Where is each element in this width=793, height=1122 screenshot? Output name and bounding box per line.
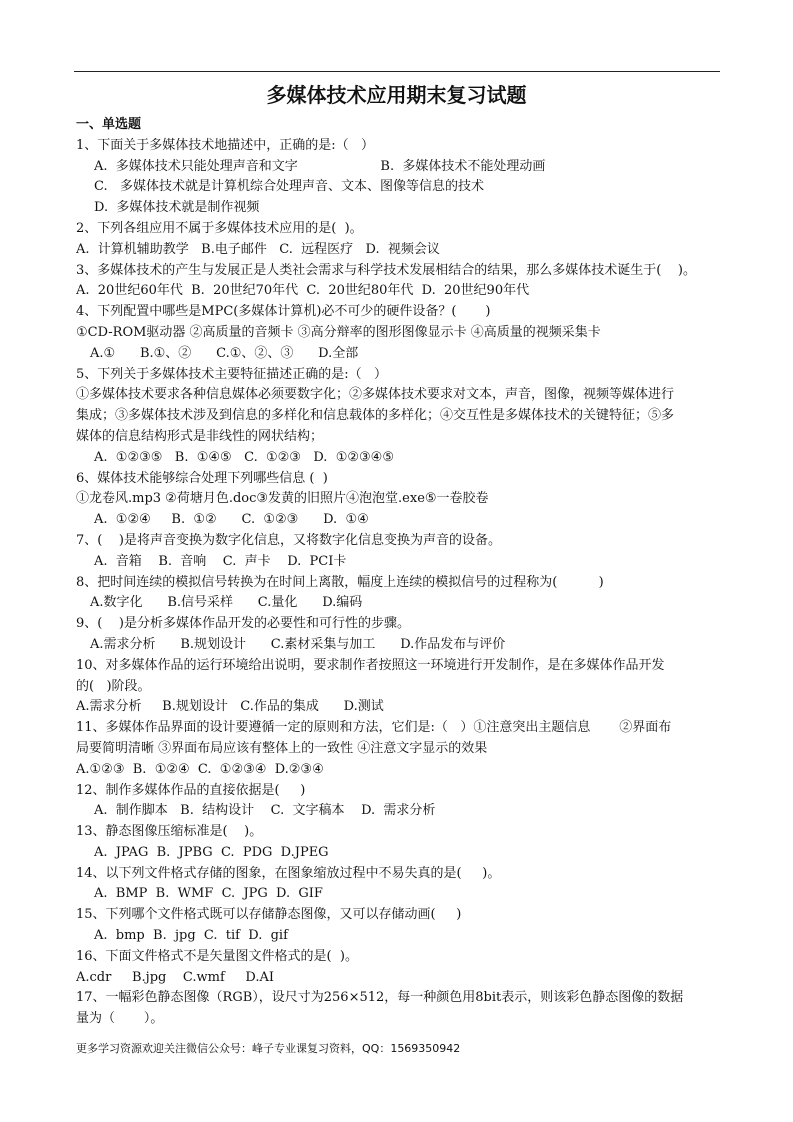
question-5-items-3: 媒体的信息结构形式是非线性的网状结构；	[76, 428, 324, 444]
question-1: 1、下面关于多媒体技术地描述中，正确的是:（ ）	[76, 137, 375, 153]
question-17-cont: 量为（ ）。	[76, 1011, 164, 1027]
question-5: 5、下列关于多媒体技术主要特征描述正确的是:（ ）	[76, 366, 388, 382]
question-5-items-2: 集成；③多媒体技术涉及到信息的多样化和信息载体的多样化；④交互性是多媒体技术的关键特征；⑤多	[76, 408, 675, 424]
question-10-options: A.需求分析 B.规划设计 C.作品的集成 D.测试	[76, 699, 384, 715]
question-15: 15、下列哪个文件格式既可以存储静态图像，又可以存储动画( )	[76, 907, 462, 923]
question-list	[76, 115, 724, 1030]
question-1-option-d: D. 多媒体技术就是制作视频	[94, 200, 260, 216]
question-5-options: A. ①②③⑤ B. ①④⑤ C. ①②③ D. ①②③④⑤	[94, 449, 394, 465]
header-rule	[74, 71, 720, 72]
question-1-option-c: C. 多媒体技术就是计算机综合处理声音、文本、图像等信息的技术	[94, 179, 485, 195]
question-6-options: A. ①②④ B. ①② C. ①②③ D. ①④	[94, 512, 369, 528]
section-heading: 一、单选题	[76, 117, 142, 132]
question-10: 10、对多媒体作品的运行环境给出说明，要求制作者按照这一环境进行开发制作，是在多媒体作品开发	[76, 657, 665, 673]
question-3-options: A. 20世纪60年代 B. 20世纪70年代 C. 20世纪80年代 D. 20世纪90年代	[76, 283, 530, 299]
question-14: 14、以下列文件格式存储的图象，在图象缩放过程中不易失真的是( )。	[76, 865, 501, 881]
question-8-options: A.数字化 B.信号采样 C.量化 D.编码	[90, 595, 363, 611]
question-4-options: A.① B.①、② C.①、②、③ D.全部	[90, 345, 359, 361]
question-4-items: ①CD-ROM驱动器 ②高质量的音频卡 ③高分辩率的图形图像显示卡 ④高质量的视频采集卡	[76, 324, 601, 340]
question-15-options: A. bmp B. jpg C. tif D. gif	[94, 928, 288, 944]
question-2-options: A. 计算机辅助教学 B.电子邮件 C. 远程医疗 D. 视频会议	[76, 241, 440, 257]
question-14-options: A. BMP B. WMF C. JPG D. GIF	[94, 886, 323, 902]
question-12-options: A. 制作脚本 B. 结构设计 C. 文字稿本 D. 需求分析	[94, 803, 436, 819]
page-title: 多媒体技术应用期末复习试题	[266, 83, 527, 107]
question-7: 7、( )是将声音变换为数字化信息，又将数字化信息变换为声音的设备。	[76, 532, 501, 548]
question-6: 6、媒体技术能够综合处理下列哪些信息 ( )	[76, 470, 328, 486]
question-11-options: A.①②③ B. ①②④ C. ①②③④ D.②③④	[76, 761, 324, 777]
question-9: 9、( )是分析多媒体作品开发的必要性和可行性的步骤。	[76, 616, 410, 632]
question-16-options: A.cdr B.jpg C.wmf D.AI	[76, 969, 275, 985]
question-17: 17、一幅彩色静态图像（RGB），设尺寸为256×512，每一种颜色用8bit表示，则该彩色静态图像的数据	[76, 990, 684, 1006]
question-4: 4、下列配置中哪些是MPC(多媒体计算机)必不可少的硬件设备？( )	[76, 304, 491, 320]
question-3: 3、多媒体技术的产生与发展正是人类社会需求与科学技术发展相结合的结果，那么多媒体技术诞生于( )。	[76, 262, 696, 278]
question-16: 16、下面文件格式不是矢量图文件格式的是( )。	[76, 948, 358, 964]
question-13: 13、静态图像压缩标准是( )。	[76, 824, 263, 840]
question-9-options: A.需求分析 B.规划设计 C.素材采集与加工 D.作品发布与评价	[90, 636, 506, 652]
question-1-option-ab: A. 多媒体技术只能处理声音和文字 B. 多媒体技术不能处理动画	[94, 158, 546, 174]
question-6-items: ①龙卷风.mp3 ②荷塘月色.doc③发黄的旧照片④泡泡堂.exe⑤一卷胶卷	[76, 491, 489, 507]
question-10-cont: 的( )阶段。	[76, 678, 151, 694]
question-13-options: A. JPAG B. JPBG C. PDG D.JPEG	[94, 844, 329, 860]
question-12: 12、制作多媒体作品的直接依据是( )	[76, 782, 306, 798]
question-11: 11、多媒体作品界面的设计要遵循一定的原则和方法，它们是:（ ）①注意突出主题信息 ②界面布	[76, 720, 672, 736]
question-2: 2、下列各组应用不属于多媒体技术应用的是( )。	[76, 220, 363, 236]
question-5-items-1: ①多媒体技术要求各种信息媒体必须要数字化；②多媒体技术要求对文本，声音，图像，视频等媒体进行	[76, 387, 675, 403]
footer-note: 更多学习资源欢迎关注微信公众号：峰子专业课复习资料，QQ：1569350942	[76, 1042, 461, 1055]
question-8: 8、把时间连续的模拟信号转换为在时间上离散，幅度上连续的模拟信号的过程称为( )	[76, 574, 604, 590]
question-11-cont: 局要简明清晰 ③界面布局应该有整体上的一致性 ④注意文字显示的效果	[76, 740, 488, 756]
question-7-options: A. 音箱 B. 音响 C. 声卡 D. PCI卡	[94, 553, 347, 569]
